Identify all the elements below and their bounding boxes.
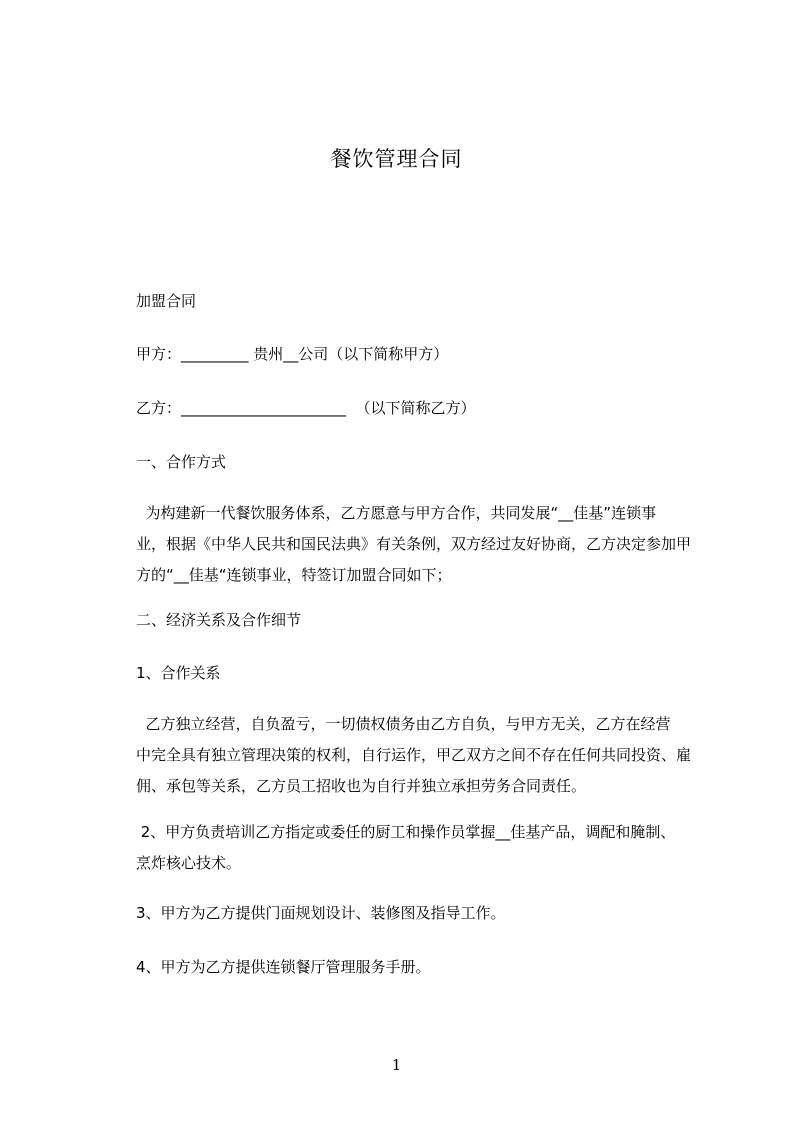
paragraph-line: 方的“__佳基“连锁事业，特签订加盟合同如下； [136,566,452,584]
paragraph-line: 乙方独立经营，自负盈亏，一切债权债务由乙方自负，与甲方无关，乙方在经营 [136,715,671,733]
document-title: 餐饮管理合同 [330,147,463,171]
item-1-heading: 1、合作关系 [136,664,221,682]
page-number: 1 [391,1056,402,1074]
party-a-line: 甲方：_________ 贵州__公司（以下简称甲方） [136,345,449,363]
paragraph-line: 业，根据《中华人民共和国民法典》有关条例，双方经过友好协商，乙方决定参加甲 [136,535,692,553]
party-b-line: 乙方：______________________ （以下简称乙方） [136,399,476,417]
item-1-paragraph [136,709,700,802]
contract-subtitle: 加盟合同 [136,292,197,310]
section-1-heading: 一、合作方式 [136,453,227,471]
section-1-paragraph [136,498,700,591]
paragraph-line: 2、甲方负责培训乙方指定或委任的厨工和操作员掌握__佳基产品，调配和腌制、 [136,823,676,841]
paragraph-line: 佣、承包等关系，乙方员工招收也为自行并独立承担劳务合同责任。 [136,777,587,795]
item-3-line: 3、甲方为乙方提供门面规划设计、装修图及指导工作。 [136,904,506,922]
paragraph-line: 为构建新一代餐饮服务体系，乙方愿意与甲方合作，共同发展“__佳基”连锁事 [136,504,657,522]
section-2-heading: 二、经济关系及合作细节 [136,611,302,629]
paragraph-line: 中完全具有独立管理决策的权利，自行运作，甲乙双方之间不存在任何共同投资、雇 [136,746,692,764]
item-2-paragraph [136,817,700,879]
item-4-line: 4、甲方为乙方提供连锁餐厅管理服务手册。 [136,958,431,976]
paragraph-line: 烹炸核心技术。 [136,854,242,872]
